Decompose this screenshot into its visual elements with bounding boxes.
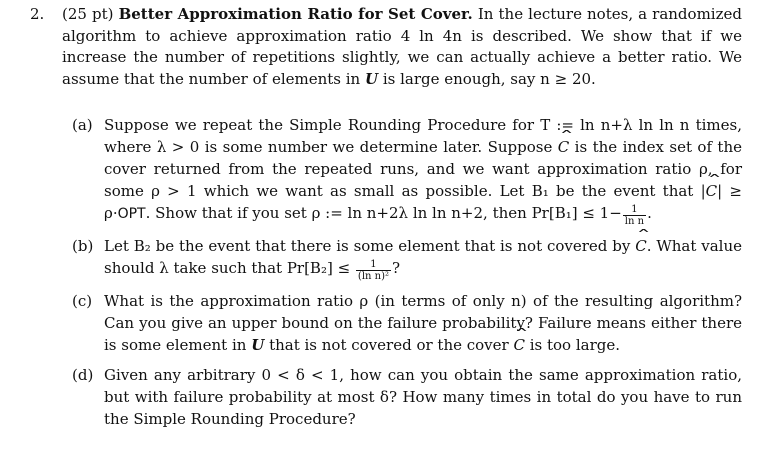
problem-intro: [62, 4, 742, 90]
intro-text-b: is large enough, say n ≥ 20.: [378, 69, 596, 88]
part-b-text-3: ?: [392, 259, 401, 277]
fraction-denominator: (ln n)²: [357, 271, 389, 282]
problem-number: 2.: [30, 5, 45, 23]
part-text: [104, 290, 742, 356]
part-c-text-1: What is the approximation ratio ρ (in terms of only n) of the resulting algorithm? Can you give an upper bound on the failure probability? Failure means either there is some element in: [104, 292, 742, 354]
problem-points: (25 pt): [62, 5, 114, 23]
part-a-text-1: Suppose we repeat the Simple Rounding Procedure for T := ln n+λ ln ln n times, where λ > 0 is some number we determine later. Suppose: [104, 116, 742, 156]
universe-symbol: U: [364, 69, 379, 88]
opt-symbol: OPT: [117, 206, 146, 222]
part-text: [104, 114, 742, 227]
fraction: [356, 259, 391, 282]
fraction-numerator: 1: [623, 204, 646, 216]
part-text: [104, 235, 742, 282]
part-label: (b): [72, 237, 94, 255]
part-d-text-1: Given any arbitrary 0 < δ < 1, how can you obtain the same approximation ratio, but with failure probability at most δ? How many times in total do you have to run the Simple Rounding Procedure?: [104, 366, 742, 428]
part-b: [62, 235, 742, 282]
problem-statement: [30, 4, 742, 90]
problem-title: Better Approximation Ratio for Set Cover.: [118, 5, 473, 23]
universe-symbol: U: [251, 336, 265, 354]
fraction-denominator: ln n: [624, 216, 645, 227]
part-d: [62, 364, 742, 430]
intro-text-a: In the lecture notes, a randomized algorithm to achieve approximation ratio 4 ln 4n is described. We show that if we increase the number of repetitions slightly, we can actually achieve a better ratio. We assume that the number of elements in: [62, 5, 742, 88]
fraction: [623, 204, 646, 227]
part-a: [62, 114, 742, 227]
c-hat-symbol: ˆ C: [635, 235, 646, 257]
c-hat-symbol: ˆ C: [558, 136, 569, 158]
part-b-text-2: . What value should λ take such that Pr[B₂] ≤: [104, 237, 743, 277]
c-hat-symbol: ˆ C: [513, 334, 524, 356]
part-a-text-5: .: [647, 204, 652, 222]
part-label: (a): [72, 116, 93, 134]
part-a-text-2: is the index set of the cover returned from the repeated runs, and we want approximation ratio ρ, for some ρ > 1 which we want as small as possible. Let B₁ be the event that |: [104, 138, 742, 200]
c-hat-symbol: ˆ C: [706, 180, 717, 202]
subparts-list: [62, 114, 742, 438]
part-label: (c): [72, 292, 93, 310]
part-c-text-3: is too large.: [524, 336, 620, 354]
part-c-text-2: that is not covered or the cover: [264, 336, 514, 354]
part-c: [62, 290, 742, 356]
part-text: [104, 364, 742, 430]
part-a-text-3: | ≥ ρ·: [104, 182, 742, 222]
part-a-text-4: . Show that if you set ρ := ln n+2λ ln ln n+2, then Pr[B₁] ≤ 1−: [145, 204, 622, 222]
part-b-text-1: Let B₂ be the event that there is some element that is not covered by: [104, 237, 636, 255]
fraction-numerator: 1: [356, 259, 391, 271]
part-label: (d): [72, 366, 94, 384]
